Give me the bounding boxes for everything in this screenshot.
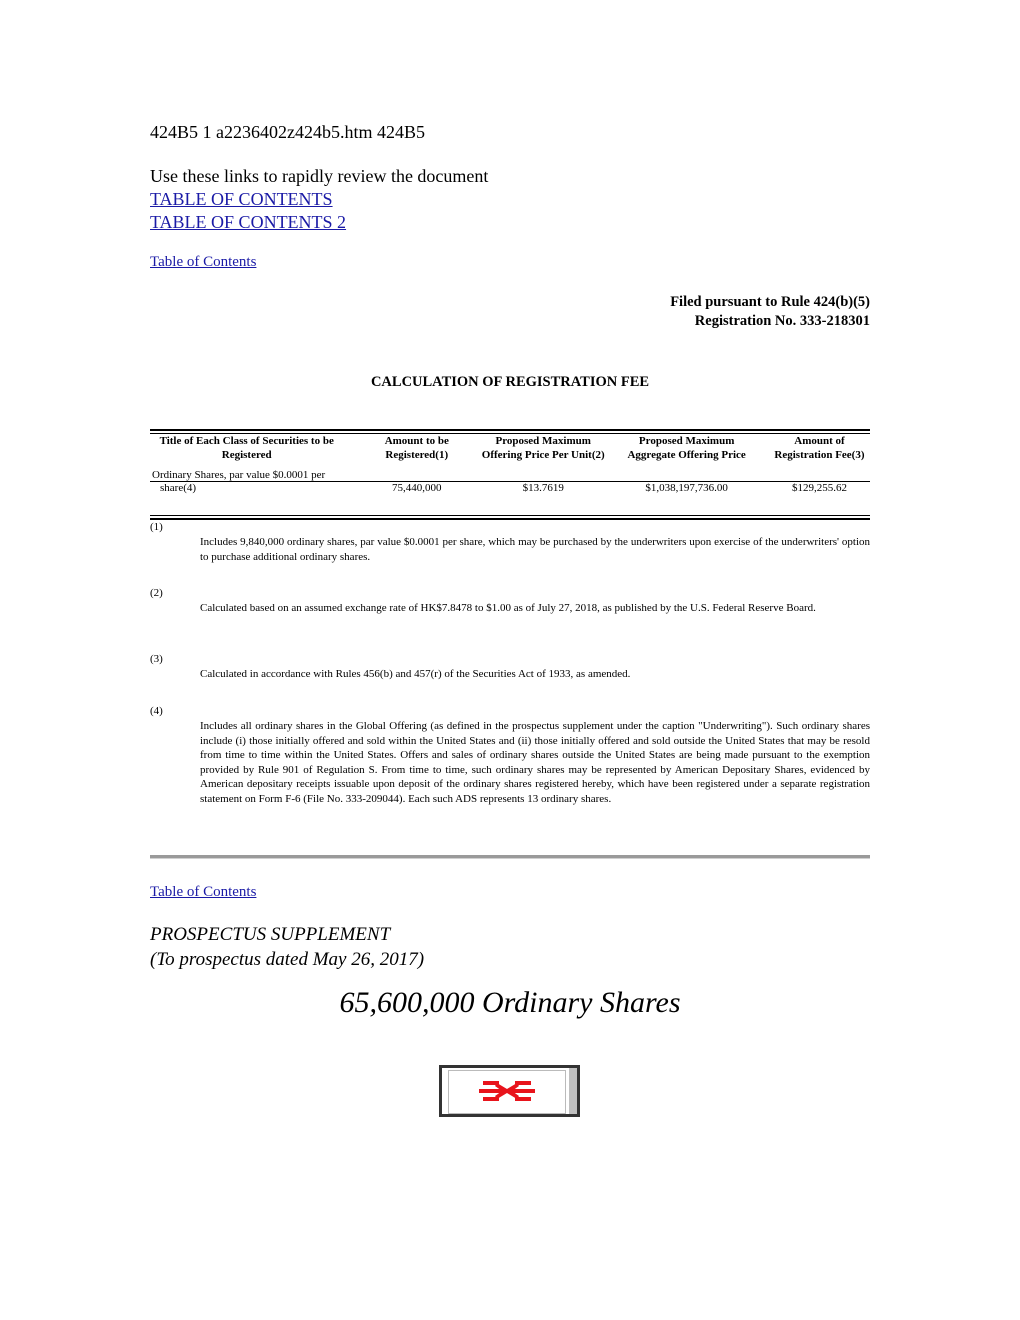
- footnote-number: (4): [150, 705, 163, 717]
- col-header-price-per-unit: Proposed Maximum Offering Price Per Unit(2): [481, 435, 605, 461]
- col-header-aggregate-price: Proposed Maximum Aggregate Offering Price: [627, 435, 746, 461]
- cell-price-per-unit: $13.7619: [522, 482, 564, 494]
- prospectus-heading: [150, 922, 424, 972]
- company-logo: [439, 1065, 580, 1117]
- footnote-number: (1): [150, 521, 163, 533]
- cell-class-line1: Ordinary Shares, par value $0.0001 per: [152, 469, 326, 481]
- table-of-contents-link-2[interactable]: Table of Contents: [150, 884, 257, 900]
- footnote-number: (2): [150, 587, 163, 599]
- footnote-text: Includes 9,840,000 ordinary shares, par value $0.0001 per share, which may be purchased by the underwriters upon exercise of the underwriters' option to purchase additional ordinary shares.: [200, 536, 870, 563]
- registration-number: Registration No. 333-218301: [694, 313, 870, 329]
- quicklinks-intro: Use these links to rapidly review the document: [150, 166, 489, 186]
- fee-table-title: CALCULATION OF REGISTRATION FEE: [370, 374, 650, 390]
- footnote-text: Calculated based on an assumed exchange rate of HK$7.8478 to $1.00 as of July 27, 2018, as published by the U.S. Federal Reserve Board.: [200, 602, 816, 614]
- table-of-contents-link[interactable]: Table of Contents: [150, 254, 257, 270]
- cell-amount: 75,440,000: [392, 482, 442, 494]
- table-row: [150, 465, 870, 499]
- col-header-amount: Amount to be Registered(1): [384, 435, 449, 461]
- footnote-text: Includes all ordinary shares in the Global Offering (as defined in the prospectus supplement under the caption "Underwriting"). Such ordinary shares include (i) those initially offered and sold within the United States and (ii) those initially offered and sold outside the United States that may be resold from time to time within the United States. Offers and sales of ordinary shares outside the United States are being made pursuant to the exemption provided by Rule 901 of Regulation S. From time to time, such ordinary shares may be represented by American Depositary Shares, evidenced by American depositary receipts issuable upon deposit of the ordinary shares registered hereby, which have been registered under a separate registration statement on Form F-6 (File No. 333-209044). Each such ADS represents 13 ordinary shares.: [200, 720, 870, 805]
- footnote-text: Calculated in accordance with Rules 456(b) and 457(r) of the Securities Act of 1933, as amended.: [200, 668, 631, 680]
- filing-header: 424B5 1 a2236402z424b5.htm 424B5: [150, 122, 425, 142]
- registration-fee-table: [150, 430, 870, 499]
- prospectus-supplement-title: PROSPECTUS SUPPLEMENT: [150, 924, 391, 945]
- table-bottom-rule: [150, 515, 870, 520]
- section-divider: [150, 855, 870, 859]
- filed-rule: Filed pursuant to Rule 424(b)(5): [670, 294, 870, 310]
- cell-fee: $129,255.62: [791, 482, 847, 494]
- offering-shares-title: 65,600,000 Ordinary Shares: [339, 986, 681, 1019]
- col-header-fee: Amount of Registration Fee(3): [774, 435, 865, 461]
- prospectus-date: (To prospectus dated May 26, 2017): [150, 949, 425, 970]
- cell-class: [150, 465, 343, 499]
- cell-aggregate-price: $1,038,197,736.00: [645, 482, 728, 494]
- filed-pursuant-block: [670, 293, 870, 331]
- logo-frame: [448, 1070, 566, 1114]
- table-header-rule: [150, 481, 870, 482]
- company-logo-icon: [449, 1071, 565, 1113]
- table-header-row: [150, 430, 870, 465]
- logo-shade: [569, 1068, 577, 1114]
- quicklinks-block: [150, 165, 488, 234]
- toc-link-1[interactable]: TABLE OF CONTENTS: [150, 189, 333, 209]
- col-header-class: Title of Each Class of Securities to be Registered: [159, 435, 334, 461]
- footnote-number: (3): [150, 653, 163, 665]
- cell-class-line2: share(4): [160, 482, 197, 494]
- toc-link-2[interactable]: TABLE OF CONTENTS 2: [150, 212, 347, 232]
